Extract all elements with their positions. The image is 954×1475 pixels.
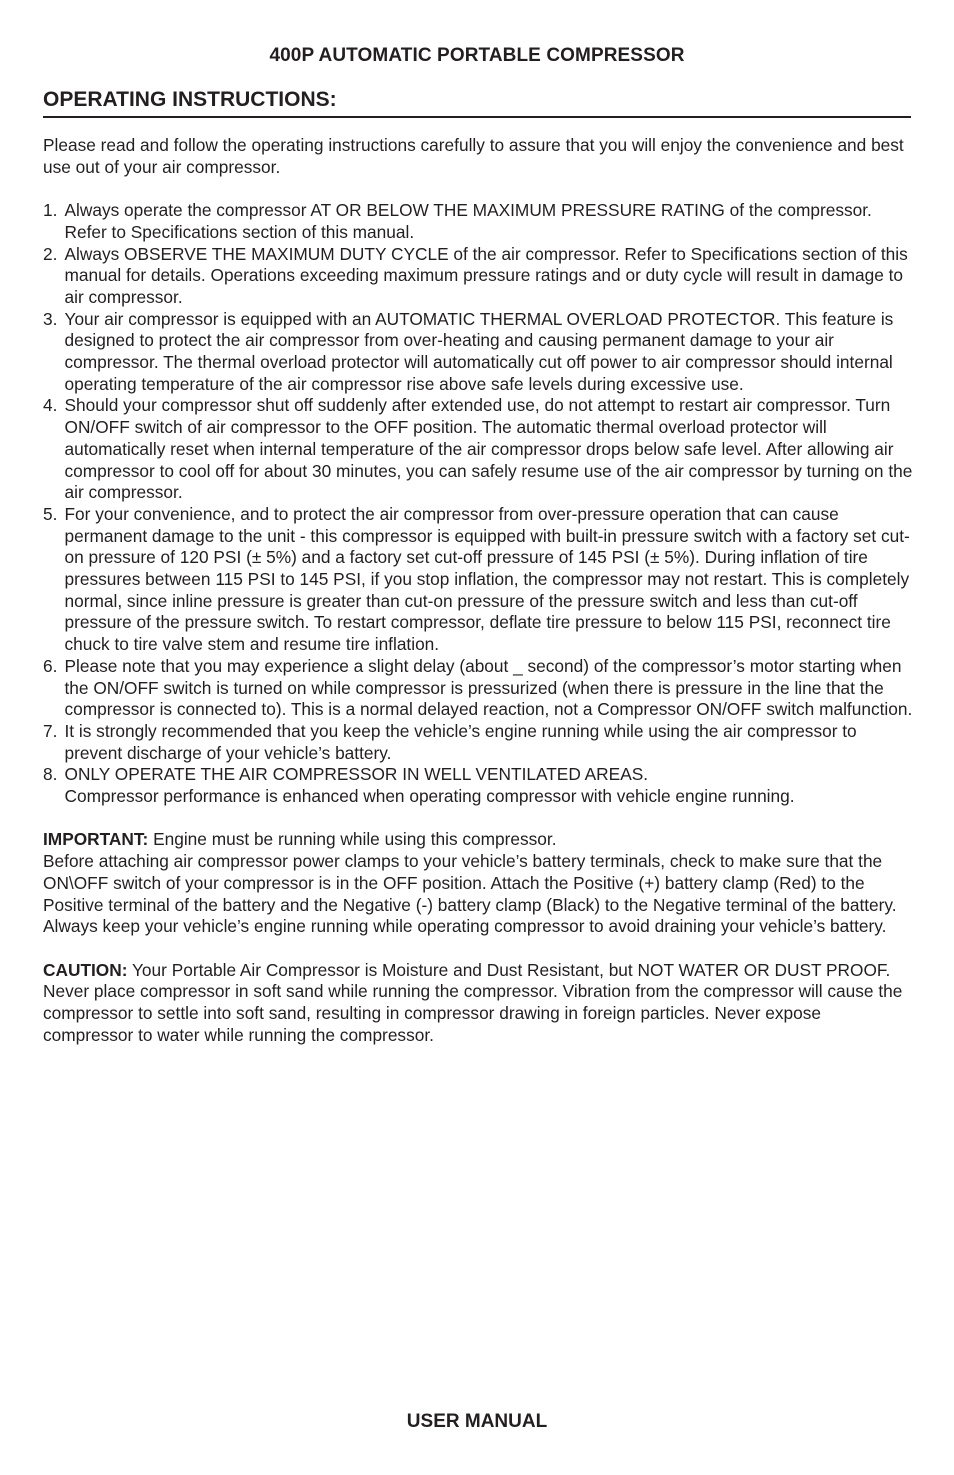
instructions-body — [43, 135, 913, 1046]
list-item-text: Your air compressor is equipped with an AUTOMATIC THERMAL OVERLOAD PROTECTOR. This feature is designed to protect the air compressor from over-heating and causing permanent damage to your air compressor. The thermal overload protector will automatically cut off power to air compressor should internal operating temperature of the air compressor rise above safe levels during excessive use. — [64, 308, 894, 394]
list-item-number: 3. — [43, 308, 58, 329]
list-item-text: Always OBSERVE THE MAXIMUM DUTY CYCLE of the air compressor. Refer to Specifications section of this manual for details. Operations exceeding maximum pressure ratings and or duty cycle will result in damage to air compressor. — [64, 243, 908, 307]
list-item-number: 6. — [43, 655, 58, 676]
list-item-extra-text: Compressor performance is enhanced when operating compressor with vehicle engine running. — [64, 786, 795, 807]
list-item-text: ONLY OPERATE THE AIR COMPRESSOR IN WELL VENTILATED AREAS. — [64, 764, 649, 785]
caution-label: CAUTION: — [43, 959, 128, 980]
list-item — [43, 656, 913, 721]
list-item-number: 5. — [43, 503, 58, 524]
list-item-number: 1. — [43, 200, 58, 221]
list-item-number: 4. — [43, 395, 58, 416]
list-item-number: 7. — [43, 720, 58, 741]
footer-label: USER MANUAL — [406, 1411, 548, 1432]
list-item-text: Should your compressor shut off suddenly after extended use, do not attempt to restart air compressor. Turn ON/OFF switch of air compressor to the OFF position. The automatic thermal overload protector will automatically reset when internal temperature of the air compressor drops below safe level. After allowing air compressor to cool off for about 30 minutes, you can safely resume use of the air compressor by turning on the air compressor. — [64, 395, 913, 503]
list-item — [43, 200, 913, 243]
spacer — [43, 178, 913, 200]
important-label: IMPORTANT: — [43, 829, 149, 850]
important-text: Engine must be running while using this compressor. — [148, 829, 557, 850]
instruction-list — [43, 200, 913, 808]
important-paragraph — [43, 829, 913, 851]
list-item — [43, 721, 913, 764]
spacer — [43, 808, 913, 830]
list-item-text: For your convenience, and to protect the air compressor from over-pressure operation that can cause permanent damage to the unit - this compressor is equipped with built-in pressure switch with a factory set cut-on pressure of 120 PSI (± 5%) and a factory set cut-off pressure of 145 PSI (± 5%). During inflation of tire pressures between 115 PSI to 145 PSI, if you stop inflation, the compressor may not restart. This is completely normal, since inline pressure is greater than cut-on pressure of the pressure switch and less than cut-off pressure of the pressure switch. To restart compressor, deflate tire pressure to below 115 PSI, reconnect tire chuck to tire valve stem and resume tire inflation. — [64, 503, 910, 655]
list-item-number: 2. — [43, 243, 58, 264]
list-item — [43, 309, 913, 396]
list-item-text: Always operate the compressor AT OR BELOW THE MAXIMUM PRESSURE RATING of the compressor. Refer to Specifications section of this manual. — [64, 200, 872, 242]
spacer — [43, 938, 913, 960]
intro-paragraph: Please read and follow the operating instructions carefully to assure that you will enjoy the convenience and best use out of your air compressor. — [43, 135, 904, 177]
list-item-number: 8. — [43, 764, 58, 785]
caution-paragraph — [43, 960, 913, 1047]
document-title: 400P AUTOMATIC PORTABLE COMPRESSOR — [269, 45, 685, 66]
important-body: Before attaching air compressor power clamps to your vehicle’s battery terminals, check to make sure that the ON\OFF switch of your compressor is in the OFF position. Attach the Positive (+) battery clamp (Red) to the Positive terminal of the battery and the Negative (-) battery clamp (Black) to the Negative terminal of the battery. Always keep your vehicle’s engine running while operating compressor to avoid draining your vehicle’s battery. — [43, 851, 897, 937]
list-item — [43, 504, 913, 656]
list-item — [43, 764, 913, 807]
caution-text: Your Portable Air Compressor is Moisture and Dust Resistant, but NOT WATER OR DUST PROOF. Never place compressor in soft sand while running the compressor. Vibration from the compressor will cause the compressor to settle into soft sand, resulting in compressor drawing in foreign particles. Never expose compressor to water while running the compressor. — [43, 959, 903, 1045]
list-item-text: Please note that you may experience a slight delay (about _ second) of the compressor’s motor starting when the ON/OFF switch is turned on while compressor is pressurized (when there is pressure in the line that the compressor is connected to). This is a normal delayed reaction, not a Compressor ON/OFF switch malfunction. — [64, 655, 913, 720]
list-item-text: It is strongly recommended that you keep the vehicle’s engine running while using the air compressor to prevent discharge of your vehicle’s battery. — [64, 720, 857, 763]
list-item — [43, 244, 913, 309]
section-heading: OPERATING INSTRUCTIONS: — [43, 88, 911, 118]
list-item — [43, 395, 913, 504]
